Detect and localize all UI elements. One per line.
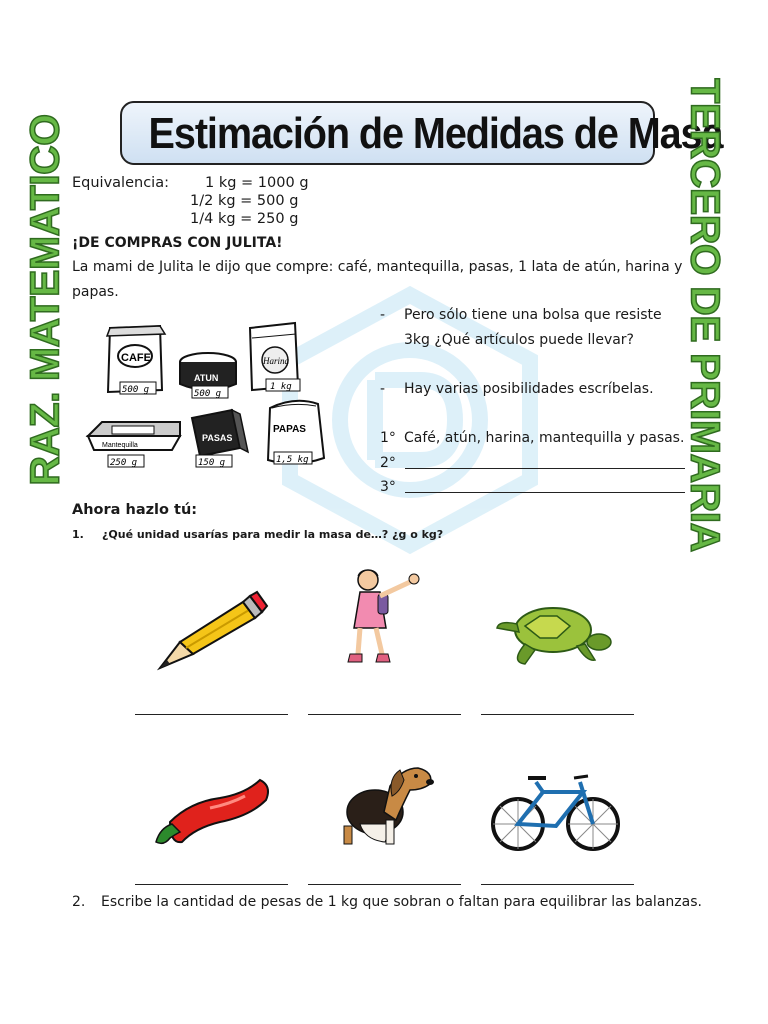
equivalence-line: 1/4 kg = 250 g [190,211,299,227]
equivalence-label: Equivalencia: [72,175,169,191]
intro-text: papas. [72,284,119,300]
pencil-icon [155,590,270,675]
answer-blank[interactable] [308,714,461,715]
product-weight: 500 g [122,385,150,395]
option-number: 3° [380,479,396,495]
girl-icon [338,566,428,671]
subject-label: RAZ. MATEMATICO [21,114,68,486]
product-weight: 250 g [110,458,138,468]
section-heading: ¡DE COMPRAS CON JULITA! [72,235,283,251]
answer-blank[interactable] [481,884,634,885]
page-title: Estimación de Medidas de Masa [148,109,723,158]
intro-text: La mami de Julita le dijo que compre: café, mantequilla, pasas, 1 lata de atún, harina y [72,259,683,275]
product-name: ATUN [194,373,219,383]
bag-question: 3kg ¿Qué artículos puede llevar? [404,332,634,348]
equivalence-line: 1 kg = 1000 g [205,175,309,191]
answer-blank[interactable] [405,492,685,493]
bag-constraint: Pero sólo tiene una bolsa que resiste [404,307,662,323]
product-weight: 500 g [194,389,222,399]
product-name: Harina [263,356,290,366]
chili-pepper-icon [150,772,275,852]
product-weight: 150 g [198,458,226,468]
answer-blank[interactable] [308,884,461,885]
question-text: Escribe la cantidad de pesas de 1 kg que sobran o faltan para equilibrar las balanzas. [101,894,702,910]
title-banner [120,101,723,165]
answer-blank[interactable] [481,714,634,715]
answer-blank[interactable] [135,714,288,715]
option-number: 1° [380,430,396,446]
product-name: CAFE [121,352,151,364]
tuna-can-icon [180,353,236,390]
dash: - [380,381,386,397]
bicycle-icon [488,768,623,853]
answer-blank[interactable] [135,884,288,885]
product-name: PASAS [202,433,233,443]
dash: - [380,307,386,323]
turtle-icon [495,600,615,670]
answer-blank[interactable] [405,468,685,469]
products-illustration [80,318,340,473]
product-name: PAPAS [273,424,306,435]
product-weight: 1,5 kg [276,455,309,465]
exercise-heading: Ahora hazlo tú: [72,502,198,518]
question-number: 1. [72,528,84,541]
question-number: 2. [72,894,86,910]
grade-label: TERCERO DE PRIMARIA [682,78,729,552]
equivalence-line: 1/2 kg = 500 g [190,193,299,209]
option-number: 2° [380,455,396,471]
option-answer: Café, atún, harina, mantequilla y pasas. [404,430,685,446]
instruction: Hay varias posibilidades escríbelas. [404,381,654,397]
product-weight: 1 kg [270,382,292,392]
question-text: ¿Qué unidad usarías para medir la masa de…? ¿g o kg? [102,528,444,541]
dog-icon [330,750,440,850]
product-name: Mantequilla [102,442,138,449]
